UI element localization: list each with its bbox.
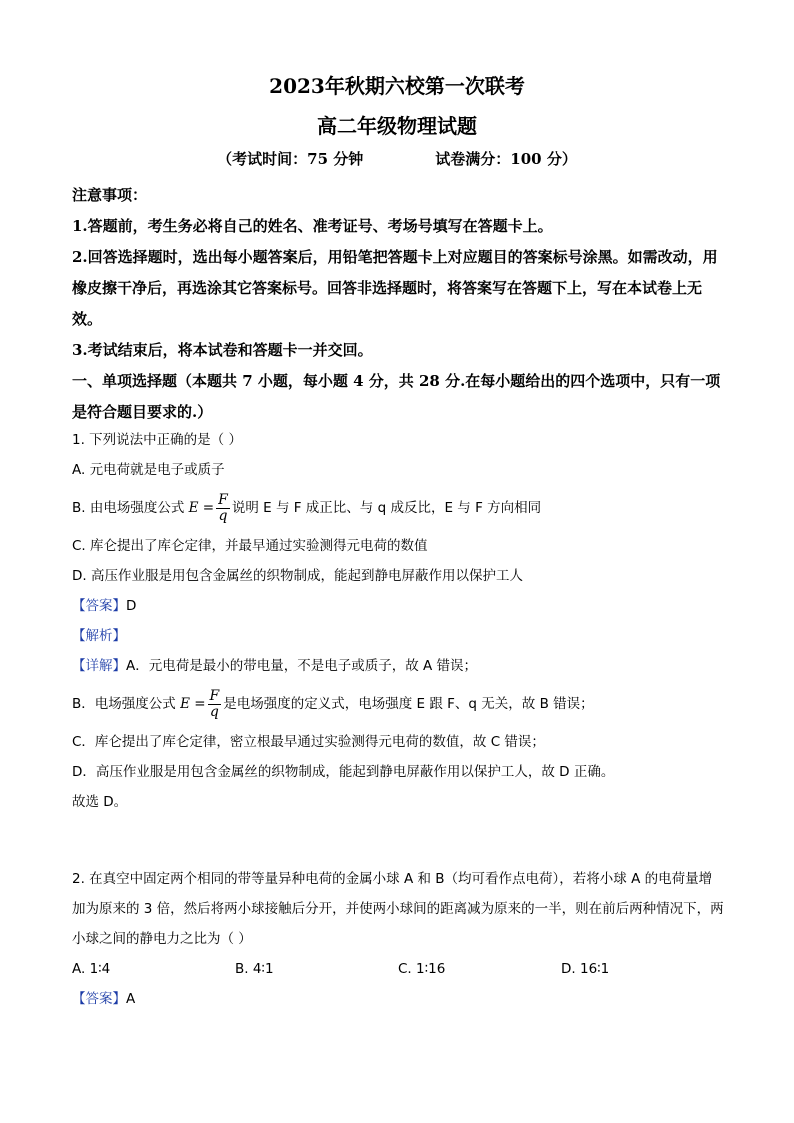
q1-detail-a: 【详解】A．元电荷是最小的带电量，不是电子或质子，故 A 错误；	[72, 658, 478, 674]
q1-analysis-label: 【解析】	[72, 628, 126, 644]
q1-option-d: D. 高压作业服是用包含金属丝的织物制成，能起到静电屏蔽作用以保护工人	[72, 568, 523, 584]
q1-option-a: A. 元电荷就是电子或质子	[72, 462, 225, 478]
question-2	[72, 864, 724, 1014]
exam-title: 2023年秋期六校第一次联考	[269, 74, 525, 98]
q2-option-a: A. 1∶4	[72, 961, 111, 977]
q1-detail-b: B．电场强度公式 E = $\frac{F}{q}$ 是电场强度的定义式，电场强度 E 跟 F、q 无关，故 B 错误；	[72, 687, 594, 720]
question-1	[72, 425, 724, 817]
q2-stem: 2. 在真空中固定两个相同的带等量异种电荷的金属小球 A 和 B（均可看作点电荷），若将小球 A 的电荷量增加为原来的 3 倍，然后将两小球接触后分开，并使两小球间的距离减为原来的一半，则在前后两种情况下，两小球之间的静电力之比为（ ）	[72, 871, 724, 947]
q2-option-d: D. 16∶1	[561, 961, 610, 977]
notice-item-1: 1.答题前，考生务必将自己的姓名、准考证号、考场号填写在答题卡上。	[72, 217, 553, 235]
notice-item-3: 3.考试结束后，将本试卷和答题卡一并交回。	[72, 341, 373, 359]
exam-meta	[0, 148, 794, 169]
q2-option-b: B. 4∶1	[235, 961, 274, 977]
notice-section	[72, 180, 724, 428]
exam-time: （考试时间：75 分钟	[217, 150, 364, 168]
q1-answer: 【答案】D	[72, 598, 137, 614]
q1-option-b: B. 由电场强度公式 E = $\frac{F}{q}$ 说明 E 与 F 成正比、与 q 成反比，E 与 F 方向相同	[72, 491, 542, 524]
notice-item-2: 2.回答选择题时，选出每小题答案后，用铅笔把答题卡上对应题目的答案标号涂黑。如需改动，用橡皮擦干净后，再选涂其它答案标号。回答非选择题时，将答案写在答题下上，写在本试卷上无效。	[72, 248, 718, 328]
q1-option-c: C. 库仑提出了库仑定律，并最早通过实验测得元电荷的数值	[72, 538, 428, 554]
exam-subtitle: 高二年级物理试题	[317, 114, 477, 138]
formula-fraction-2: $\frac{F}{q}$	[209, 687, 220, 720]
q2-option-c: C. 1∶16	[398, 961, 446, 977]
q2-answer: 【答案】A	[72, 991, 136, 1007]
q1-conclusion: 故选 D。	[72, 794, 128, 810]
q1-stem: 1. 下列说法中正确的是（ ）	[72, 432, 242, 448]
full-score: 试卷满分：100 分）	[435, 150, 577, 168]
section-heading: 一、单项选择题（本题共 7 小题，每小题 4 分，共 28 分.在每小题给出的四个选项中，只有一项是符合题目要求的.）	[72, 372, 721, 421]
q1-detail-d: D．高压作业服是用包含金属丝的织物制成，能起到静电屏蔽作用以保护工人，故 D 正确。	[72, 764, 615, 780]
notice-heading: 注意事项：	[72, 186, 148, 204]
q1-detail-c: C．库仑提出了库仑定律，密立根最早通过实验测得元电荷的数值，故 C 错误；	[72, 734, 545, 750]
formula-fraction: $\frac{F}{q}$	[218, 491, 228, 524]
q2-options	[72, 954, 724, 984]
